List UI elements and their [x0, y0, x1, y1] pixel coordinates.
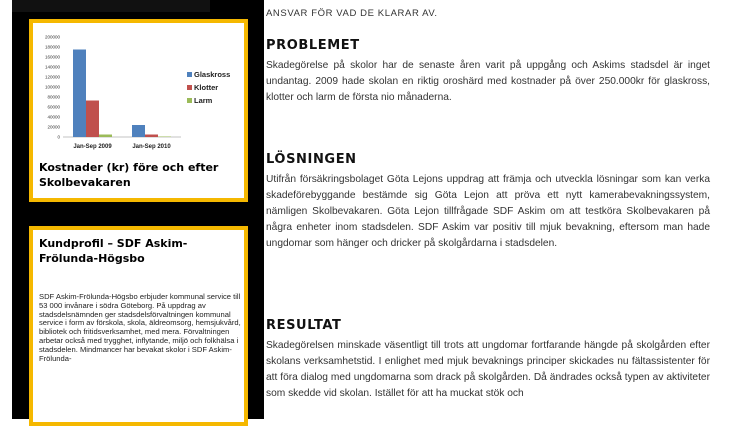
bar-klotter-1: [145, 135, 158, 138]
bar-glaskross-0: [73, 50, 86, 138]
section-text-result: Skadegörelsen minskade väsentligt till trots att ungdomar fortfarande hängde på skolgården efter skolans verksamhetstid. I enlighet med mjuk bevaknings principer skickades nu fältassistenter för att föra dialog med ungdomarna som drack på skolgården. Då ändrades också typen av aktiviteter som skedde vid skolan. Istället för att ha muckat stök och: [266, 340, 710, 399]
y-tick-label: 20000: [47, 124, 60, 130]
y-tick-label: 0: [57, 134, 60, 140]
customer-profile-box: [29, 226, 248, 426]
chart-box: [29, 19, 248, 202]
legend-swatch-klotter: [187, 85, 192, 90]
bar-larm-0: [99, 135, 112, 138]
legend-swatch-larm: [187, 98, 192, 103]
top-dark-bar: [12, 0, 210, 12]
bar-glaskross-1: [132, 125, 145, 137]
bar-larm-1: [158, 137, 171, 138]
y-tick-label: 160000: [44, 54, 60, 60]
section-text-solution: Utifrån försäkringsbolaget Göta Lejons uppdrag att främja och utveckla lösningar som kan verka skadeförebyggande bestämde sig Göta Lejon att pröva ett nytt kamerabevakningssystem, nämligen Skolbevakaren. Göta Lejon tillfrågade SDF Askim om att testköra Skolbevakaren på några enheter inom stadsdelen. SDF Askim var positiv till mjuk bevakning, eftersom man hade ungdomar som hänger och dricker på skolgårdarna i stadsdelen.: [266, 174, 710, 249]
section-heading-result: RESULTAT: [266, 318, 342, 333]
legend-label-glaskross: Glaskross: [194, 70, 231, 79]
y-tick-label: 60000: [47, 104, 60, 110]
left-margin: [0, 0, 12, 419]
y-tick-label: 180000: [44, 44, 60, 50]
y-tick-label: 140000: [44, 64, 60, 70]
section-text-problem: Skadegörelse på skolor har de senaste åren varit på uppgång och Askims stadsdel är inget undantag. 2009 hade skolan en riktig oroshärd med kostnader på över 250.000kr för glaskross, klotter och larm de första nio månaderna.: [266, 60, 710, 103]
category-label: Jan-Sep 2009: [73, 144, 112, 150]
y-tick-label: 80000: [47, 94, 60, 100]
section-heading-problem: PROBLEMET: [266, 38, 360, 53]
section-heading-solution: LÖSNINGEN: [266, 152, 357, 167]
legend-swatch-glaskross: [187, 72, 192, 77]
profile-text: SDF Askim-Frölunda-Högsbo erbjuder kommunal service till 53 000 invånare i södra Göteborg. På uppdrag av stadsdelsnämnden ger stadsdelsförvaltningen kommunal service i form av förskola, skola, äldreomsorg, hemsjukvård, bibliotek och fritidsverksamhet, med mera. Förvaltningen arbetar också med trygghet, inflytande, miljö och folkhälsa i stadsdelen. Mindmancer har bevakat skolor i SDF Askim-Frölunda-: [39, 292, 241, 363]
bar-chart: [33, 23, 244, 158]
legend-label-klotter: Klotter: [194, 83, 219, 92]
bar-klotter-0: [86, 101, 99, 138]
y-tick-label: 40000: [47, 114, 60, 120]
legend-label-larm: Larm: [194, 96, 213, 105]
intro-fragment: ANSVAR FÖR VAD DE KLARAR AV.: [266, 8, 438, 19]
y-tick-label: 100000: [44, 84, 60, 90]
y-tick-label: 200000: [44, 34, 60, 40]
y-tick-label: 120000: [44, 74, 60, 80]
chart-box-title: Kostnader (kr) före och efter Skolbevakaren: [39, 161, 219, 189]
category-label: Jan-Sep 2010: [132, 144, 171, 150]
profile-title: Kundprofil – SDF Askim-Frölunda-Högsbo: [39, 237, 188, 265]
